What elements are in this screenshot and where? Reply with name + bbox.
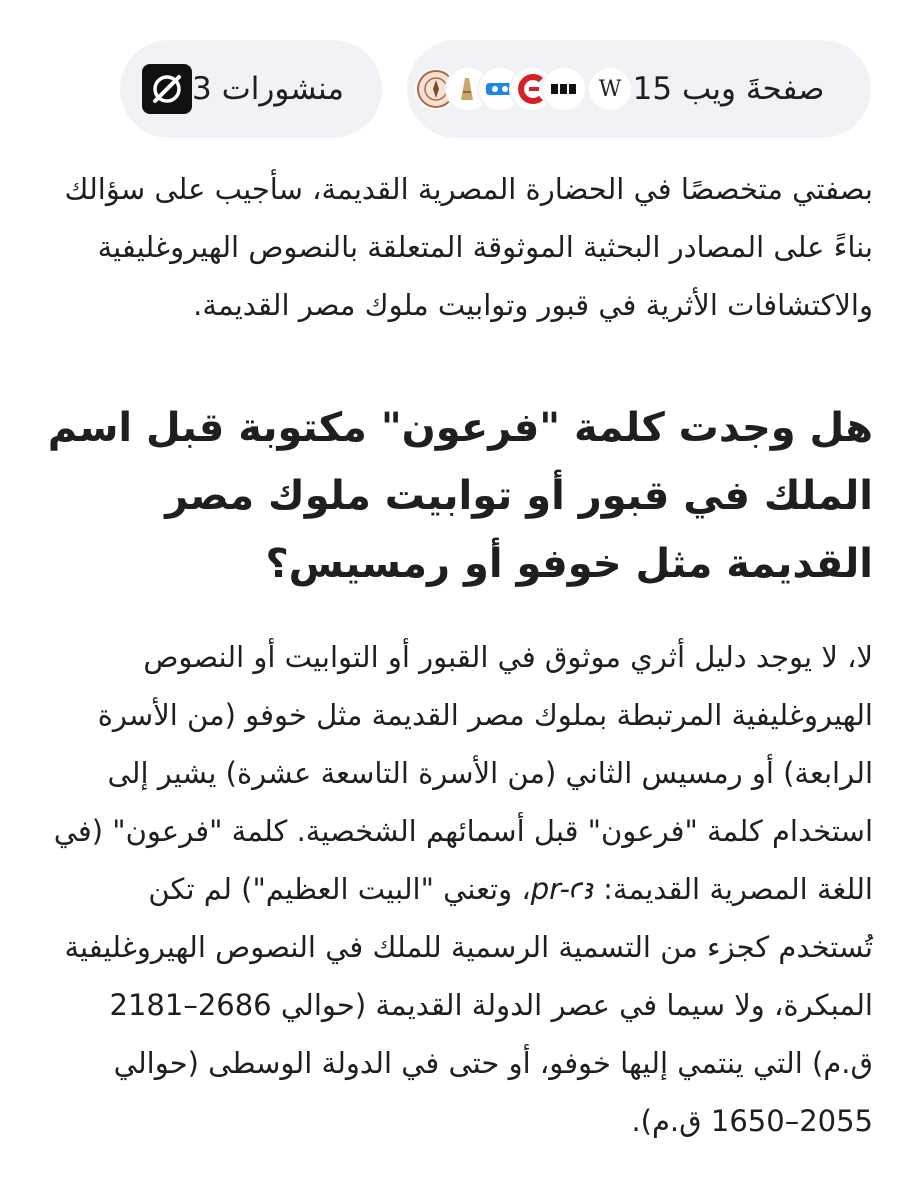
answer-text-part1: لا، لا يوجد دليل أثري موثوق في القبور أو التوابيت أو النصوص الهيروغليفية المرتبطة بملوك مصر القديمة مثل خوفو (من الأسرة الرابعة) أو رمسيس الثاني (من الأسرة التاسعة عشرة) يشير إلى استخدام كلمة "فرعون" قبل أسمائهم الشخصية. كلمة "فرعون" (في اللغة المصرية القديمة:	[53, 640, 873, 906]
answer-text-part2: ، وتعني "البيت العظيم") لم تكن تُستخدم كجزء من التسمية الرسمية للملك في النصوص الهيروغليفية المبكرة، ولا سيما في عصر الدولة القديمة (حوالي 2686–2181 ق.م) التي ينتمي إليها خوفو، أو حتى في الدولة الوسطى (حوالي 2055–1650 ق.م).	[64, 872, 873, 1138]
web-pages-count-label: صفحةَ ويب 15	[632, 71, 825, 107]
posts-sources-chip[interactable]	[120, 40, 382, 138]
posts-count-label: منشورات 3	[192, 71, 344, 107]
favicon-stack	[427, 66, 633, 112]
wikipedia-icon	[587, 66, 633, 112]
section-heading: هل وجدت كلمة "فرعون" مكتوبة قبل اسم الملك في قبور أو توابيت ملوك مصر القديمة مثل خوفو أو رمسيس؟	[47, 405, 873, 587]
response-body	[46, 160, 873, 1150]
black-logo-icon	[541, 66, 587, 112]
intro-paragraph: بصفتي متخصصًا في الحضارة المصرية القديمة، سأجيب على سؤالك بناءً على المصادر البحثية الموثوقة المتعلقة بالنصوص الهيروغليفية والاكتشافات الأثرية في قبور وتوابيت ملوك مصر القديمة.	[64, 172, 873, 322]
answer-paragraph	[46, 628, 873, 1150]
sources-bar	[120, 40, 871, 138]
x-logo-icon	[142, 64, 192, 114]
web-sources-chip[interactable]	[407, 40, 871, 138]
svg-text:W: W	[598, 78, 621, 100]
transliteration-text: pr-ꜥꜣ	[530, 872, 594, 906]
